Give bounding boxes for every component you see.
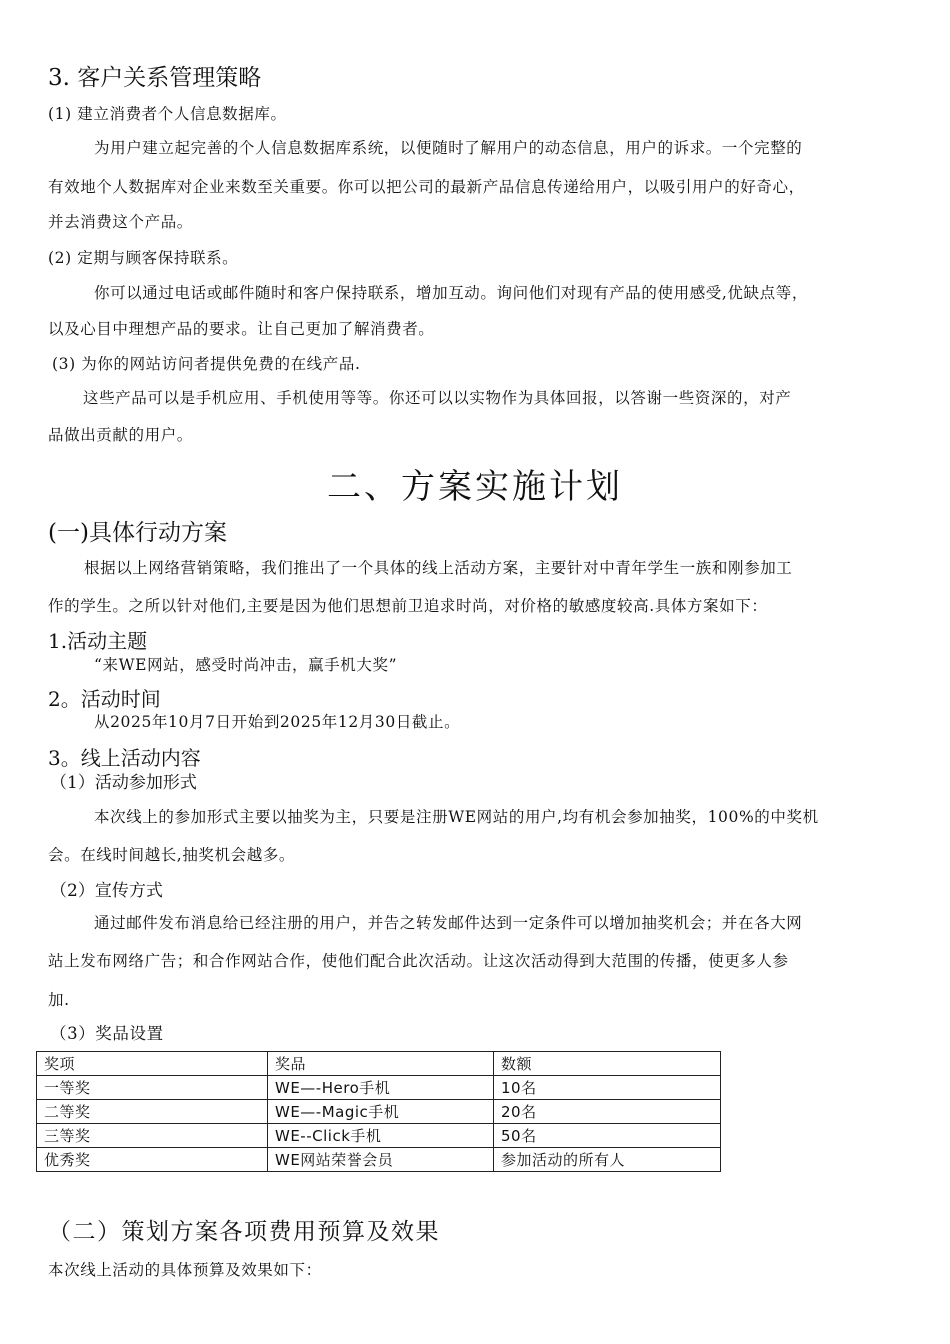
table-cell: 10名 [494, 1076, 721, 1100]
table-cell: WE—-Magic手机 [268, 1100, 494, 1124]
paragraph-line: 以及心目中理想产品的要求。让自己更加了解消费者。 [48, 320, 435, 338]
paragraph-line: 会。在线时间越长,抽奖机会越多。 [48, 846, 296, 864]
section-title-action-plan: (一)具体行动方案 [48, 520, 227, 546]
section-title-budget: （二）策划方案各项费用预算及效果 [48, 1219, 440, 1245]
table-header-row [37, 1052, 721, 1076]
table-cell: 50名 [494, 1124, 721, 1148]
subheading-database: (1) 建立消费者个人信息数据库。 [48, 105, 287, 123]
paragraph-line: 根据以上网络营销策略，我们推出了一个具体的线上活动方案，主要针对中青年学生一族和刚参加工 [84, 559, 793, 577]
paragraph-line: 通过邮件发布消息给已经注册的用户，并告之转发邮件达到一定条件可以增加抽奖机会；并在各大网 [94, 914, 803, 932]
heading-activity-time: 2。活动时间 [48, 687, 161, 711]
table-cell: 三等奖 [37, 1124, 268, 1148]
subheading-participation: （1）活动参加形式 [50, 773, 197, 793]
paragraph-line: 品做出贡献的用户。 [48, 426, 193, 444]
table-cell: 20名 [494, 1100, 721, 1124]
table-header-cell: 数额 [494, 1052, 721, 1076]
paragraph-line: 作的学生。之所以针对他们,主要是因为他们思想前卫追求时尚，对价格的敏感度较高.具体方案如下： [48, 597, 768, 615]
table-cell: 二等奖 [37, 1100, 268, 1124]
paragraph-line: 为用户建立起完善的个人信息数据库系统，以便随时了解用户的动态信息，用户的诉求。一个完整的 [94, 139, 803, 157]
table-cell: 参加活动的所有人 [494, 1148, 721, 1172]
budget-intro-text: 本次线上活动的具体预算及效果如下： [48, 1261, 322, 1279]
table-row [37, 1076, 721, 1100]
activity-time-text: 从2025年10月7日开始到2025年12月30日截止。 [94, 713, 461, 731]
table-row [37, 1148, 721, 1172]
subheading-free-products: (3) 为你的网站访问者提供免费的在线产品. [52, 355, 361, 373]
paragraph-line: 你可以通过电话或邮件随时和客户保持联系，增加互动。询问他们对现有产品的使用感受,优缺点等， [94, 284, 808, 302]
paragraph-line: 本次线上的参加形式主要以抽奖为主，只要是注册WE网站的用户,均有机会参加抽奖，100%的中奖机 [94, 808, 819, 826]
paragraph-line: 加. [48, 991, 70, 1009]
activity-theme-text: “来WE网站，感受时尚冲击，赢手机大奖” [94, 656, 398, 674]
paragraph-line: 站上发布网络广告；和合作网站合作，使他们配合此次活动。让这次活动得到大范围的传播，使更多人参 [48, 952, 789, 970]
heading-activity-theme: 1.活动主题 [48, 629, 148, 653]
subheading-contact: (2) 定期与顾客保持联系。 [48, 249, 239, 267]
table-cell: WE—-Hero手机 [268, 1076, 494, 1100]
paragraph-line: 有效地个人数据库对企业来数至关重要。你可以把公司的最新产品信息传递给用户，以吸引用户的好奇心， [48, 178, 805, 196]
table-header-cell: 奖品 [268, 1052, 494, 1076]
chapter-title: 二、方案实施计划 [327, 467, 623, 507]
table-cell: 一等奖 [37, 1076, 268, 1100]
paragraph-line: 并去消费这个产品。 [48, 213, 193, 231]
table-cell: WE网站荣誉会员 [268, 1148, 494, 1172]
table-cell: 优秀奖 [37, 1148, 268, 1172]
table-header-cell: 奖项 [37, 1052, 268, 1076]
prize-table [36, 1051, 721, 1172]
section-title-crm: 3. 客户关系管理策略 [48, 65, 262, 91]
heading-online-content: 3。线上活动内容 [48, 746, 201, 770]
table-row [37, 1100, 721, 1124]
table-row [37, 1124, 721, 1148]
paragraph-line: 这些产品可以是手机应用、手机使用等等。你还可以以实物作为具体回报，以答谢一些资深的，对产 [83, 389, 792, 407]
table-cell: WE--Click手机 [268, 1124, 494, 1148]
subheading-prizes: （3）奖品设置 [50, 1024, 164, 1043]
subheading-promotion: （2）宣传方式 [50, 881, 163, 901]
